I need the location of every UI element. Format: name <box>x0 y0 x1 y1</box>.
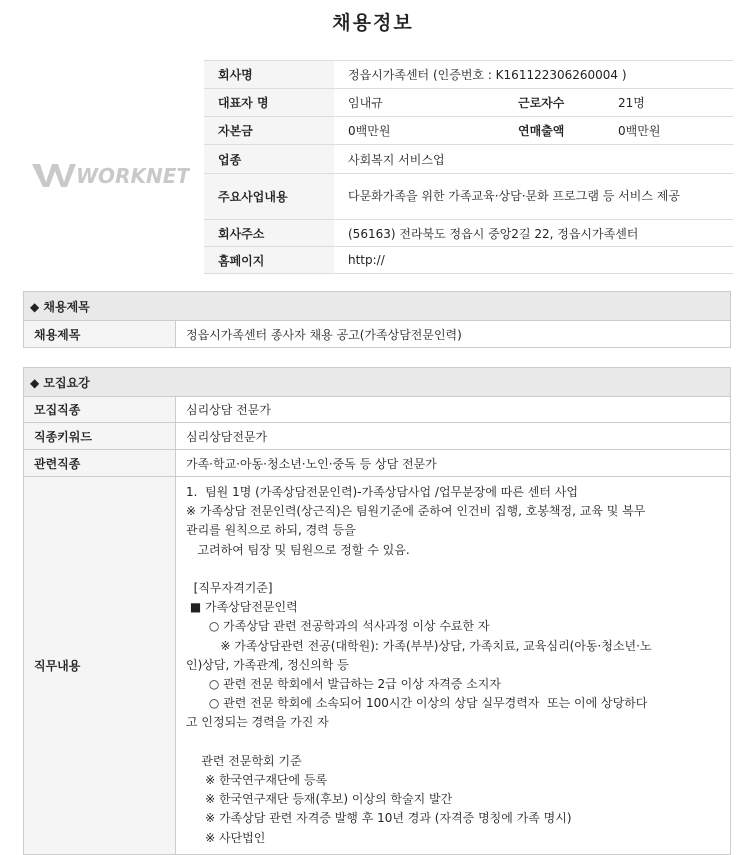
duty-line: 고려하여 팀장 및 팀원으로 정할 수 있음. <box>186 542 410 557</box>
address-value: (56163) 전라북도 정읍시 중앙2길 22, 정읍시가족센터 <box>334 220 733 247</box>
recruit-title-header: ◆ 채용제목 <box>24 292 731 321</box>
duty-line: ※ 한국연구재단에 등록 <box>186 773 328 788</box>
duty-content <box>176 477 731 855</box>
business-value: 다문화가족을 위한 가족교육·상담·문화 프로그램 등 서비스 제공 <box>334 174 733 220</box>
duty-line: 관련 전문학회 기준 <box>186 753 302 768</box>
page-title: 채용정보 <box>332 12 414 34</box>
duty-line: ○ 관련 전문 학회에 소속되어 100시간 이상의 상담 실무경력자 또는 이에 상당하다 <box>186 696 648 711</box>
industry-label: 업종 <box>204 145 334 174</box>
duty-line: [직무자격기준] <box>186 581 273 596</box>
duty-line: 인)상담, 가족관계, 정신의학 등 <box>186 657 349 672</box>
sales-label: 연매출액 <box>504 117 604 145</box>
capital-value: 0백만원 <box>334 117 504 145</box>
duty-line: ※ 사단법인 <box>186 830 266 845</box>
ceo-label: 대표자 명 <box>204 89 334 117</box>
company-name-value: 정읍시가족센터 (인증번호 : K161122306260004 ) <box>334 61 733 89</box>
duty-line: ※ 가족상담 전문인력(상근직)은 팀원기준에 준하여 인건비 집행, 호봉책정, 교육 및 복무 <box>186 504 646 519</box>
worknet-logo <box>30 156 190 190</box>
duty-line: ○ 가족상담 관련 전공학과의 석사과정 이상 수료한 자 <box>186 619 490 634</box>
address-label: 회사주소 <box>204 220 334 247</box>
duty-line <box>186 560 722 579</box>
duty-line: ※ 한국연구재단 등재(후보) 이상의 학술지 발간 <box>186 792 453 807</box>
logo-text: WORKNET <box>76 164 190 188</box>
homepage-link[interactable]: http:// <box>334 247 733 274</box>
related-job-label: 관련직종 <box>24 450 176 477</box>
duty-line: ○ 관련 전문 학회에서 발급하는 2급 이상 자격증 소지자 <box>186 677 501 692</box>
recruit-title-value: 정읍시가족센터 종사자 채용 공고(가족상담전문인력) <box>176 321 731 348</box>
requirements-header: ◆ 모집요강 <box>24 368 731 397</box>
company-info-table <box>204 60 733 274</box>
duty-line: 고 인정되는 경력을 가진 자 <box>186 715 329 730</box>
workers-value: 21명 <box>604 89 733 117</box>
duty-line: 관리를 원칙으로 하되, 경력 등을 <box>186 523 356 538</box>
job-type-value: 심리상담 전문가 <box>176 397 731 423</box>
capital-label: 자본금 <box>204 117 334 145</box>
duty-line: ■ 가족상담전문인력 <box>186 600 298 615</box>
job-keyword-value: 심리상담전문가 <box>176 423 731 450</box>
job-keyword-label: 직종키워드 <box>24 423 176 450</box>
duty-line: ※ 가족상담 관련 자격증 발행 후 10년 경과 (자격증 명칭에 가족 명시) <box>186 811 572 826</box>
company-name-label: 회사명 <box>204 61 334 89</box>
duty-label: 직무내용 <box>24 477 176 855</box>
sales-value: 0백만원 <box>604 117 733 145</box>
requirements-section <box>23 367 731 855</box>
recruit-title-section <box>23 291 731 348</box>
job-type-label: 모집직종 <box>24 397 176 423</box>
business-label: 주요사업내용 <box>204 174 334 220</box>
duty-line <box>186 733 722 752</box>
industry-value: 사회복지 서비스업 <box>334 145 733 174</box>
duty-line: ※ 가족상담관련 전공(대학원): 가족(부부)상담, 가족치료, 교육심리(아동·청소년·노 <box>186 638 652 653</box>
recruit-title-label: 채용제목 <box>24 321 176 348</box>
related-job-value: 가족·학교·아동·청소년·노인·중독 등 상담 전문가 <box>176 450 731 477</box>
homepage-label: 홈페이지 <box>204 247 334 274</box>
duty-line: 1. 팀원 1명 (가족상담전문인력)-가족상담사업 /업무분장에 따른 센터 사업 <box>186 485 578 499</box>
ceo-value: 임내규 <box>334 89 504 117</box>
workers-label: 근로자수 <box>504 89 604 117</box>
